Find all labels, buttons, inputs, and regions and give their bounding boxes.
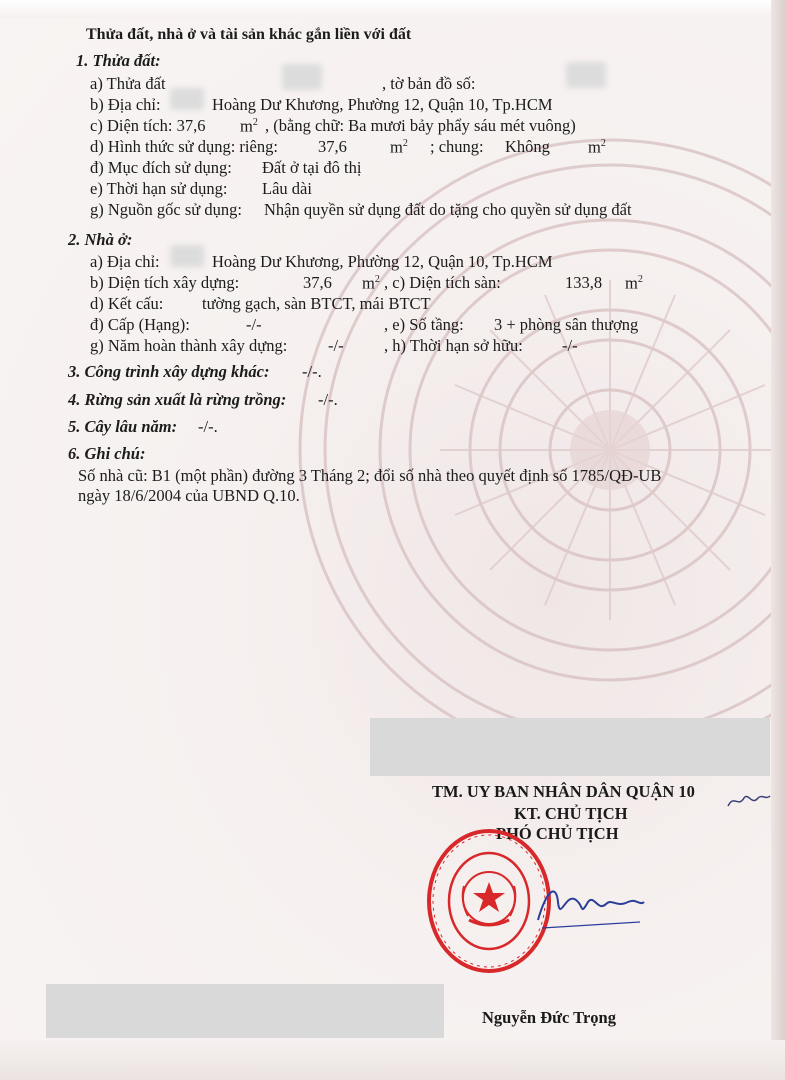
official-red-seal [424, 826, 554, 976]
note-line-2: ngày 18/6/2004 của UBND Q.10. [78, 486, 300, 505]
section4-value: -/-. [318, 390, 338, 409]
building-area-value: 37,6 [303, 273, 332, 292]
redaction [170, 88, 204, 110]
bronze-drum-watermark [290, 130, 785, 770]
floor-area-value: 133,8 [565, 273, 603, 292]
completion-year-value: -/- [328, 336, 344, 355]
redaction-block [370, 718, 770, 776]
initials-mark [724, 788, 774, 814]
completion-year-label: g) Năm hoàn thành xây dựng: [90, 336, 288, 355]
section6-title: 6. Ghi chú: [68, 444, 146, 463]
signing-authority: TM. UY BAN NHÂN DÂN QUẬN 10 [432, 782, 695, 801]
ownership-term-label: , h) Thời hạn sở hữu: [384, 336, 523, 355]
handwritten-signature [536, 872, 646, 932]
floors-label: , e) Số tầng: [384, 315, 464, 334]
redaction [282, 64, 322, 90]
section3-value: -/-. [302, 362, 322, 381]
document-header: Thửa đất, nhà ở và tài sản khác gắn liền với đất [86, 26, 412, 43]
grade-value: -/- [246, 315, 262, 334]
map-sheet-label: , tờ bản đồ số: [382, 74, 476, 93]
signer-name: Nguyễn Đức Trọng [482, 1008, 616, 1027]
usage-private-unit: $m^2$ [390, 137, 408, 157]
ownership-term-value: -/- [562, 336, 578, 355]
grade-label: đ) Cấp (Hạng): [90, 315, 190, 334]
building-area-label: b) Diện tích xây dựng: [90, 273, 240, 292]
redaction [566, 62, 606, 88]
paper-right-edge [771, 0, 785, 1080]
section2-title: 2. Nhà ở: [68, 230, 133, 249]
purpose-value: Đất ở tại đô thị [262, 158, 362, 177]
signer-title: PHÓ CHỦ TỊCH [496, 824, 619, 843]
term-value: Lâu dài [262, 179, 312, 198]
land-plot-label: a) Thửa đất [90, 74, 166, 93]
floors-value: 3 + phòng sân thượng [494, 315, 639, 334]
section3-title: 3. Công trình xây dựng khác: [68, 362, 270, 381]
land-area-unit: $m^2$ [240, 116, 258, 136]
purpose-label: đ) Mục đích sử dụng: [90, 158, 232, 177]
land-address-value: Hoàng Dư Khương, Phường 12, Quận 10, Tp.HCM [212, 95, 553, 114]
land-area-label: c) Diện tích: 37,6 [90, 116, 206, 135]
term-label: e) Thời hạn sử dụng: [90, 179, 228, 198]
origin-label: g) Nguồn gốc sử dụng: [90, 200, 242, 219]
land-area-in-words: , (bằng chữ: Ba mươi bảy phẩy sáu mét vuông) [265, 116, 576, 135]
note-line-1: Số nhà cũ: B1 (một phần) đường 3 Tháng 2; đổi số nhà theo quyết định số 1785/QĐ-UB [78, 466, 662, 485]
signing-capacity: KT. CHỦ TỊCH [514, 804, 628, 823]
section1-title: 1. Thửa đất: [76, 51, 161, 70]
structure-value: tường gạch, sàn BTCT, mái BTCT [202, 294, 431, 313]
floor-area-unit: $m^2$ [625, 273, 643, 293]
structure-label: d) Kết cấu: [90, 294, 164, 313]
house-address-value: Hoàng Dư Khương, Phường 12, Quận 10, Tp.HCM [212, 252, 553, 271]
usage-private-value: 37,6 [318, 137, 347, 156]
redaction-block [46, 984, 444, 1038]
usage-shared-label: ; chung: [430, 137, 484, 156]
section5-value: -/-. [198, 417, 218, 436]
house-address-label: a) Địa chỉ: [90, 252, 160, 271]
paper-top-edge [0, 0, 785, 18]
section4-title: 4. Rừng sản xuất là rừng trồng: [68, 390, 287, 409]
building-area-unit: $m^2$ [362, 273, 380, 293]
usage-form-label: d) Hình thức sử dụng: riêng: [90, 137, 278, 156]
paper-bottom-edge [0, 1040, 785, 1080]
section5-title: 5. Cây lâu năm: [68, 417, 178, 436]
land-address-label: b) Địa chỉ: [90, 95, 161, 114]
origin-value: Nhận quyền sử dụng đất do tặng cho quyền sử dụng đất [264, 200, 632, 219]
floor-area-label: , c) Diện tích sàn: [384, 273, 501, 292]
redaction [170, 245, 204, 267]
usage-shared-value: Không [505, 137, 550, 156]
usage-shared-unit: $m^2$ [588, 137, 606, 157]
